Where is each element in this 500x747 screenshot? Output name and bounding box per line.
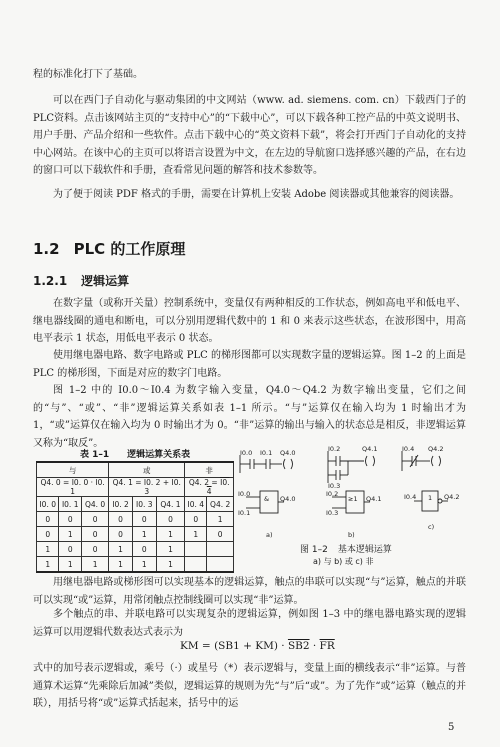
table-formula-row (37, 478, 234, 497)
gate-not (404, 491, 459, 531)
cell: 1 (109, 542, 133, 557)
cell: 1 (37, 557, 59, 573)
subsection-heading (33, 272, 129, 289)
cell (185, 542, 207, 557)
cell: 0 (207, 527, 234, 542)
col-label: Q4. 2 (207, 497, 234, 512)
cell: 1 (207, 512, 234, 527)
paragraph-io-vars: 图 1–2 中的 I0.0～I0.4 为数字输入变量，Q4.0～Q4.2 为数字输出变量，它们之间的“与”、“或”、“非”逻辑运算关系如表 1–1 所示。“与”运算仅在输入均为 1 时输出才为 1，“或”运算仅在输入均为 0 时输出才为 0。“非”运算的输出与输入的状态总是相反，非逻辑运算又称为“取反”。 (33, 385, 466, 449)
and-symbol: & (264, 495, 270, 503)
cell: 1 (156, 542, 185, 557)
cell (207, 557, 234, 573)
equation-lhs: KM = (SB1 + KM) · (180, 640, 288, 652)
label-b-in1: I0.2 (328, 445, 341, 453)
ladder-and (240, 449, 295, 473)
paragraph-ladder: 使用继电器电路、数字电路或 PLC 的梯形图都可以实现数字量的逻辑运算。图 1–2 的上面是 PLC 的梯形图，下面是对应的数字门电路。 (33, 350, 466, 379)
table-row (37, 557, 234, 573)
or-symbol: ≥1 (348, 495, 358, 503)
col-label: I0. 2 (109, 497, 133, 512)
col-label: Q4. 1 (156, 497, 185, 512)
cell: 0 (59, 542, 81, 557)
equation-sb2: SB2 (287, 640, 310, 652)
cell: 0 (37, 527, 59, 542)
logic-diagram (236, 445, 466, 543)
sub-label-a: a) (266, 531, 273, 539)
paragraph-siemens-download: 可以在西门子自动化与驱动集团的中文网站（www. ad. siemens. com. cn）下载西门子的PLC资料。点击该网站主页的“支持中心”的“下载中心”，可以下载各种工控产品的中英文说明书、用户手册、产品介绍和一些软件。点击下载中心的“英文资料下载”，将会打开西门子自动化的支持中心网站。在该中心的主页可以将语言设置为中文，在左边的导航窗口选择感兴趣的产品，在右边的窗口可以下载软件和手册，查看常见问题的解答和技术参数等。 (33, 95, 466, 176)
cell: 0 (109, 512, 133, 527)
cell: 1 (156, 557, 185, 573)
section-heading (33, 238, 185, 259)
not-symbol: 1 (428, 494, 433, 502)
equation-fr: $\overline{FR}$ (319, 640, 335, 652)
table-header-row (37, 462, 234, 478)
cell: 1 (37, 542, 59, 557)
cell: 1 (59, 527, 81, 542)
header-or: 或 (109, 462, 185, 478)
label-c-in: I0.4 (402, 445, 415, 453)
paragraph-complex: 多个触点的串、并联电路可以实现复杂的逻辑运算，例如图 1–3 中的继电器电路实现的逻辑运算可以用逻辑代数表达式表示为 (33, 609, 466, 638)
cell: 0 (59, 512, 81, 527)
cell: 0 (109, 527, 133, 542)
header-not: 非 (185, 462, 234, 478)
figure-caption (300, 542, 392, 555)
gate-b-out: Q4.1 (366, 495, 382, 503)
col-label: I0. 3 (132, 497, 156, 512)
cell: 1 (156, 527, 185, 542)
section-title: PLC 的工作原理 (73, 240, 186, 258)
gate-b-in1: I0.2 (326, 490, 339, 498)
label-a-in2: I0.1 (260, 449, 273, 457)
formula-and: Q4. 0 = I0. 0 · I0. 1 (37, 478, 109, 497)
gate-or (326, 490, 381, 539)
paragraph-relay: 用继电器电路或梯形图可以实现基本的逻辑运算，触点的串联可以实现“与”运算，触点的并联可以实现“或”运算，用常闭触点控制线圈可以实现“非”运算。 (33, 577, 466, 606)
col-label: I0. 0 (37, 497, 59, 512)
logic-table (36, 461, 234, 573)
gate-a-in2: I0.1 (238, 509, 251, 517)
label-a-in1: I0.0 (240, 449, 253, 457)
figure-subcaption: a) 与 b) 或 c) 非 (313, 557, 374, 566)
label-c-out: Q4.2 (428, 445, 444, 453)
table-caption (80, 447, 190, 460)
figure-caption-number: 图 1–2 (300, 545, 328, 555)
subsection-title: 逻辑运算 (81, 274, 130, 288)
paragraph-last: 式中的加号表示逻辑或，乘号（·）或星号（*）表示逻辑与，变量上面的横线表示“非”运算。与普通算术运算“先乘除后加减”类似，逻辑运算的规则为先“与”后“或”。为了先作“或”运算（触点的并联），用括号将“或”运算式括起来，括号中的运 (33, 663, 466, 709)
formula-or: Q4. 1 = I0. 2 + I0. 3 (109, 478, 185, 497)
cell: 0 (81, 527, 108, 542)
header-and: 与 (37, 462, 109, 478)
cell: 0 (132, 512, 156, 527)
figure-caption-title: 基本逻辑运算 (337, 545, 392, 555)
gate-a-out: Q4.0 (280, 495, 296, 503)
page-number: 5 (448, 722, 455, 733)
section-number: 1.2 (33, 240, 60, 258)
paragraph-intro-end: 程的标准化打下了基础。 (33, 69, 143, 80)
paragraph-digital-states: 在数字量（或称开关量）控制系统中，变量仅有两种相反的工作状态，例如高电平和低电平、继电器线圈的通电和断电，可以分别用逻辑代数中的 1 和 0 来表示这些状态，在波形图中，用高电平表示 1 状态，用低电平表示 0 状态。 (33, 298, 466, 344)
table-caption-number: 表 1–1 (80, 450, 110, 460)
cell: 0 (81, 542, 108, 557)
table-row (37, 542, 234, 557)
cell (207, 542, 234, 557)
paragraph-pdf-reader: 为了便于阅读 PDF 格式的手册，需要在计算机上安装 Adobe 阅读器或其他兼容的阅读器。 (53, 189, 460, 200)
gate-c-in: I0.4 (404, 493, 417, 501)
col-label: Q4. 0 (81, 497, 108, 512)
equation-dot: · (309, 640, 320, 652)
formula-not: Q4. 2 = I0. 4 (185, 478, 234, 497)
table-row (37, 512, 234, 527)
cell (185, 557, 207, 573)
gate-b-in2: I0.3 (326, 509, 339, 517)
cell: 1 (132, 557, 156, 573)
cell: 1 (81, 557, 108, 573)
cell: 0 (37, 512, 59, 527)
label-a-out: Q4.0 (280, 449, 296, 457)
gate-a-in1: I0.0 (238, 490, 251, 498)
label-b-out: Q4.1 (362, 445, 378, 453)
cell: 1 (132, 527, 156, 542)
subsection-number: 1.2.1 (33, 274, 68, 288)
cell: 0 (81, 512, 108, 527)
logic-equation (180, 640, 335, 652)
cell: 1 (59, 557, 81, 573)
cell: 0 (156, 512, 185, 527)
sub-label-c: c) (428, 523, 435, 531)
gate-c-out: Q4.2 (444, 493, 460, 501)
cell: 0 (132, 542, 156, 557)
table-caption-title: 逻辑运算关系表 (127, 450, 191, 460)
table-column-row (37, 497, 234, 512)
col-label: I0. 1 (59, 497, 81, 512)
cell: 1 (185, 527, 207, 542)
cell: 1 (109, 557, 133, 573)
cell: 0 (185, 512, 207, 527)
gate-and (238, 490, 295, 539)
table-row (37, 527, 234, 542)
label-b-in2: I0.3 (328, 482, 341, 490)
col-label: I0. 4 (185, 497, 207, 512)
sub-label-b: b) (348, 531, 355, 539)
